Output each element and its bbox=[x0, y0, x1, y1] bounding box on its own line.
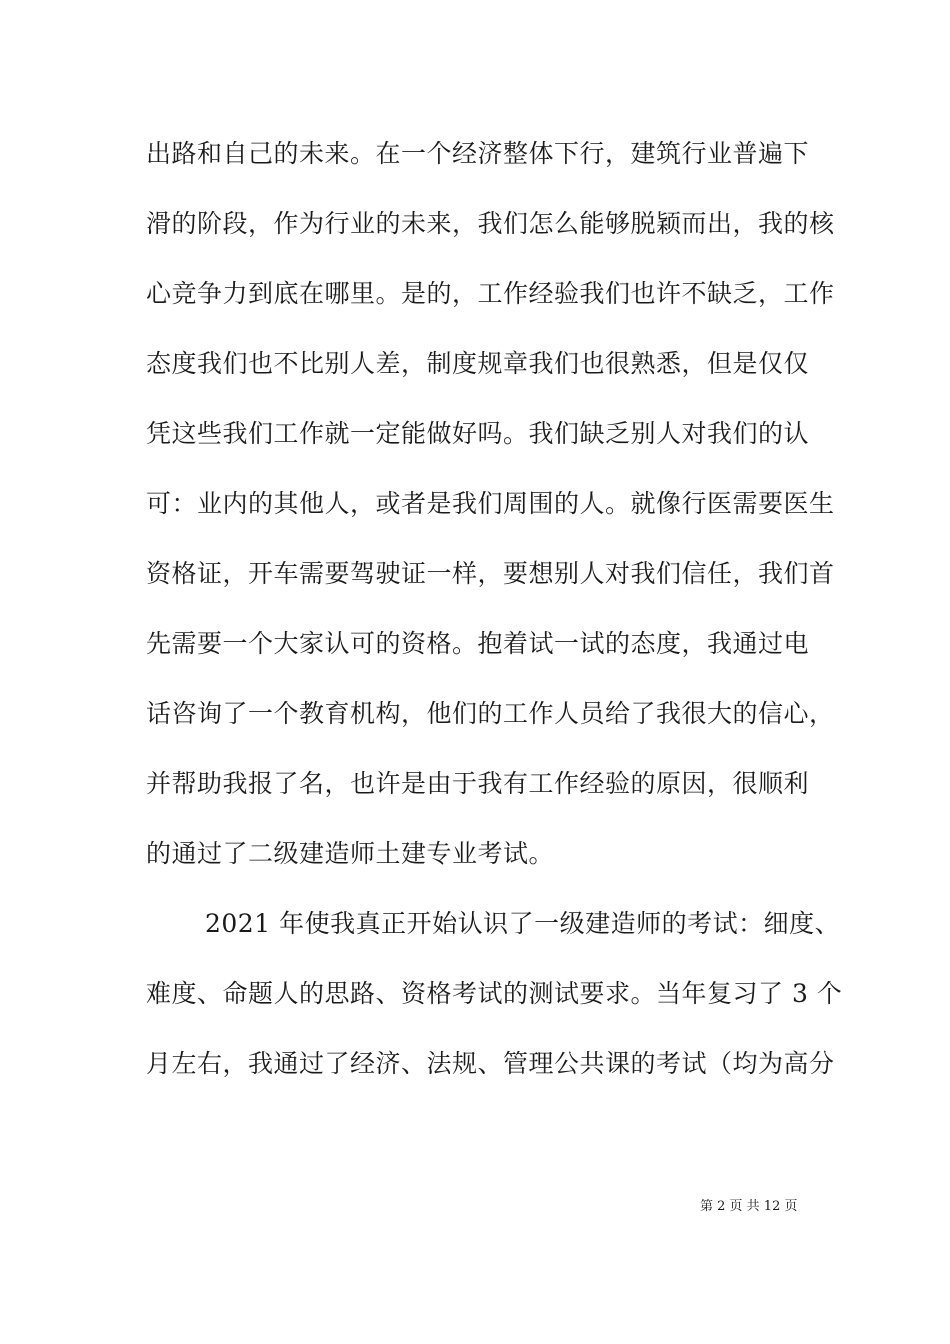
text-line: 月左右，我通过了经济、法规、管理公共课的考试（均为高分 bbox=[146, 1049, 835, 1078]
text-line: 的通过了二级建造师土建专业考试。 bbox=[146, 839, 555, 868]
text-line: 话咨询了一个教育机构，他们的工作人员给了我很大的信心， bbox=[146, 699, 835, 728]
text-line: 滑的阶段，作为行业的未来，我们怎么能够脱颖而出，我的核 bbox=[146, 209, 835, 238]
text-line: 出路和自己的未来。在一个经济整体下行，建筑行业普遍下 bbox=[146, 139, 810, 168]
text-line: 先需要一个大家认可的资格。抱着试一试的态度，我通过电 bbox=[146, 629, 810, 658]
text-line: 并帮助我报了名，也许是由于我有工作经验的原因，很顺利 bbox=[146, 769, 810, 798]
page-number-footer: 第 2 页 共 12 页 bbox=[700, 1199, 798, 1214]
text-line: 态度我们也不比别人差，制度规章我们也很熟悉，但是仅仅 bbox=[146, 349, 810, 378]
text-line: 资格证，开车需要驾驶证一样，要想别人对我们信任，我们首 bbox=[146, 559, 835, 588]
text-line: 心竞争力到底在哪里。是的，工作经验我们也许不缺乏，工作 bbox=[146, 279, 835, 308]
text-line: 可：业内的其他人，或者是我们周围的人。就像行医需要医生 bbox=[146, 489, 835, 518]
text-line: 难度、命题人的思路、资格考试的测试要求。当年复习了 3 个 bbox=[146, 979, 843, 1008]
paragraph-first-line: 2021 年使我真正开始认识了一级建造师的考试：细度、 bbox=[205, 909, 841, 938]
text-line: 凭这些我们工作就一定能做好吗。我们缺乏别人对我们的认 bbox=[146, 419, 810, 448]
